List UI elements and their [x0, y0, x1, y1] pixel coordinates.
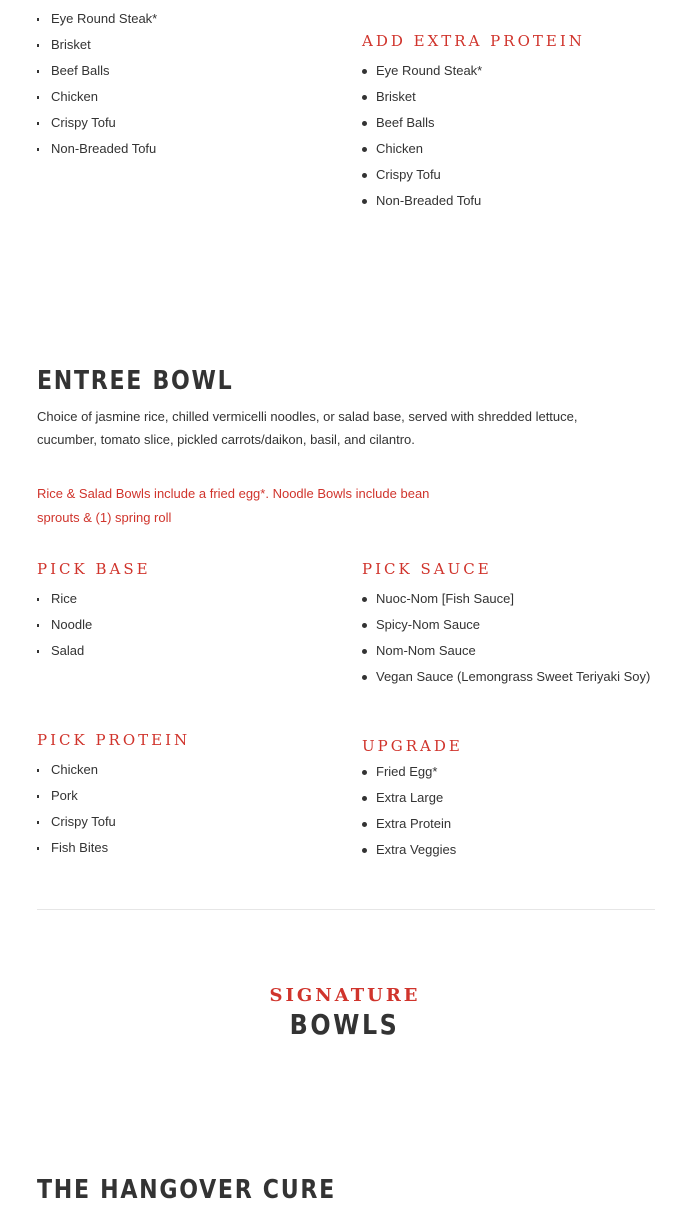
list-item: Chicken: [362, 136, 482, 162]
list-item: Eye Round Steak*: [37, 6, 157, 32]
entree-bowl-note: Rice & Salad Bowls include a fried egg*. Noodle Bowls include bean sprouts & (1) spring roll: [37, 486, 430, 525]
list-item: Extra Protein: [362, 811, 456, 837]
pick-sauce-list: [362, 586, 650, 690]
list-item: Rice: [37, 586, 92, 612]
list-item: Crispy Tofu: [362, 162, 482, 188]
list-item: Pork: [37, 783, 116, 809]
list-item: Beef Balls: [362, 110, 482, 136]
list-item: Non-Breaded Tofu: [362, 188, 482, 214]
hangover-cure-title: THE HANGOVER CURE: [37, 1175, 336, 1205]
list-item: Extra Veggies: [362, 837, 456, 863]
upgrade-heading: UPGRADE: [362, 737, 463, 755]
section-divider: [37, 909, 655, 910]
entree-bowl-description: Choice of jasmine rice, chilled vermicelli noodles, or salad base, served with shredded lettuce, cucumber, tomato slice, pickled carrots/daikon, basil, and cilantro.: [37, 409, 578, 447]
list-item: Fried Egg*: [362, 759, 456, 785]
list-item: Beef Balls: [37, 58, 157, 84]
pick-base-heading: PICK BASE: [37, 560, 151, 578]
list-item: Nuoc-Nom [Fish Sauce]: [362, 586, 650, 612]
pick-protein-heading: PICK PROTEIN: [37, 731, 191, 749]
list-item: Noodle: [37, 612, 92, 638]
list-item: Vegan Sauce (Lemongrass Sweet Teriyaki Soy): [362, 664, 650, 690]
list-item: Chicken: [37, 757, 116, 783]
upgrade-list: [362, 759, 456, 863]
signature-title-block: [0, 1008, 690, 1041]
signature-subtitle: SIGNATURE: [269, 985, 421, 1006]
list-item: Chicken: [37, 84, 157, 110]
add-extra-protein-list: [362, 58, 482, 214]
list-item: Brisket: [37, 32, 157, 58]
add-extra-protein-heading: ADD EXTRA PROTEIN: [362, 32, 585, 50]
list-item: Salad: [37, 638, 92, 664]
list-item: Brisket: [362, 84, 482, 110]
list-item: Non-Breaded Tofu: [37, 136, 157, 162]
list-item: Nom-Nom Sauce: [362, 638, 650, 664]
list-item: Eye Round Steak*: [362, 58, 482, 84]
top-protein-list: [37, 6, 157, 162]
list-item: Spicy-Nom Sauce: [362, 612, 650, 638]
list-item: Crispy Tofu: [37, 110, 157, 136]
signature-heading-block: [0, 985, 690, 1006]
pick-sauce-heading: PICK SAUCE: [362, 560, 492, 578]
signature-title: BOWLS: [290, 1008, 400, 1041]
list-item: Extra Large: [362, 785, 456, 811]
pick-base-list: [37, 586, 92, 664]
pick-protein-list: [37, 757, 116, 861]
list-item: Crispy Tofu: [37, 809, 116, 835]
entree-bowl-title: ENTREE BOWL: [37, 366, 234, 396]
list-item: Fish Bites: [37, 835, 116, 861]
